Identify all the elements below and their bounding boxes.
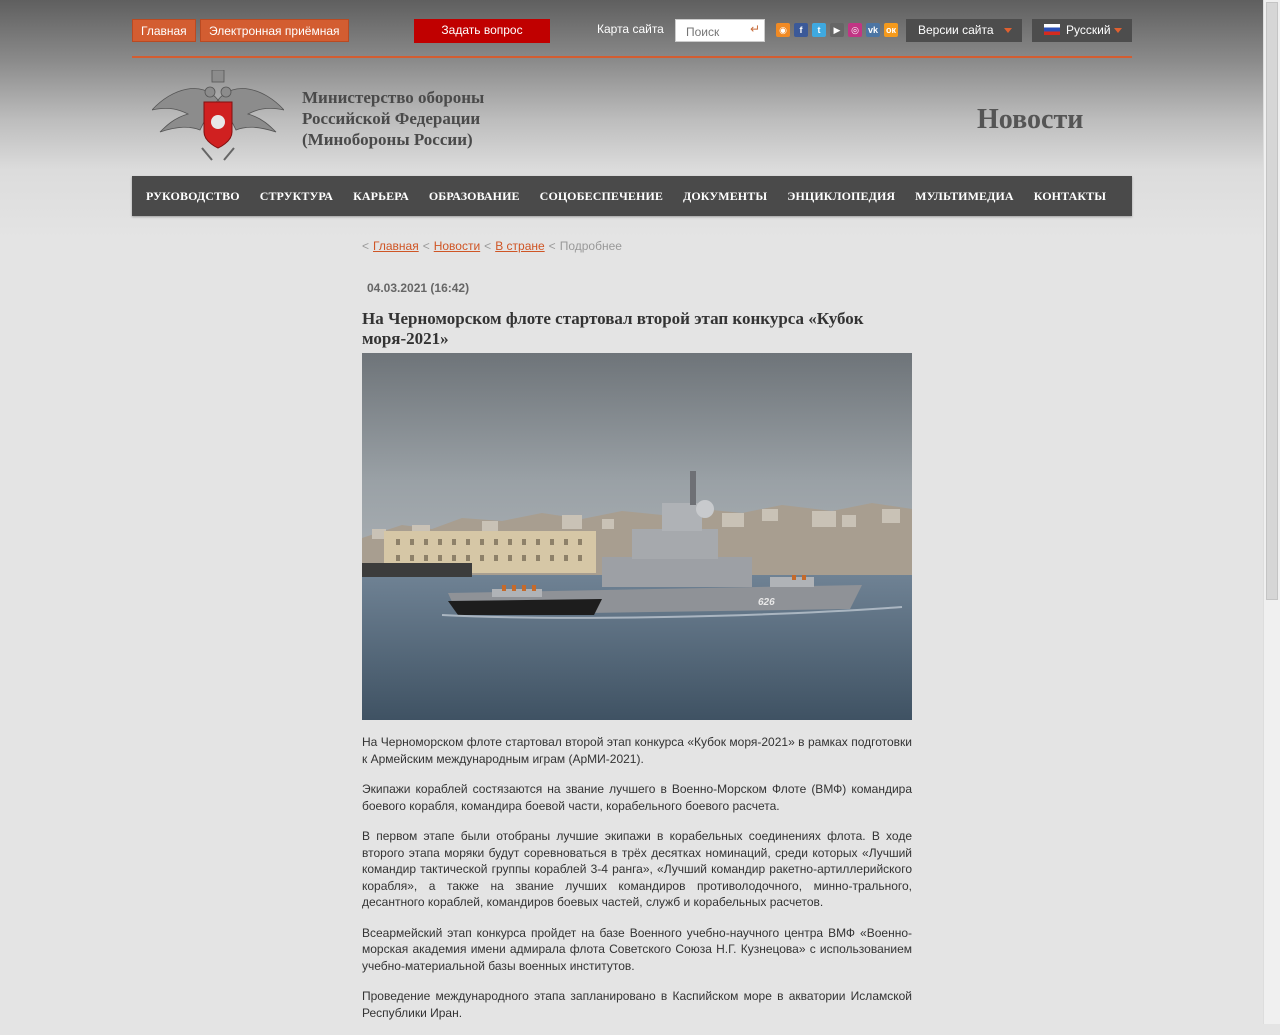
article-paragraph: Проведение международного этапа запланировано в Каспийском море в акватории Исламской Республики Иран.	[362, 989, 912, 1020]
article-photo[interactable]	[362, 353, 912, 720]
nav-item[interactable]: РУКОВОДСТВО	[146, 189, 240, 203]
language-label: Русский	[1066, 23, 1111, 37]
organization-name	[302, 87, 484, 150]
youtube-icon[interactable]: ▶	[830, 23, 844, 37]
article-body	[362, 734, 912, 1035]
sitemap-link[interactable]: Карта сайта	[597, 22, 664, 36]
social-links	[776, 23, 902, 37]
breadcrumb: < Главная < Новости < В стране < Подробнее	[362, 239, 622, 253]
main-nav	[132, 176, 1132, 216]
org-line-1: Министерство обороны	[302, 88, 485, 107]
article-paragraph: Экипажи кораблей состязаются на звание лучшего в Военно-Морском Флоте (ВМФ) командира боевого корабля, командира боевой части, корабельного боевого расчета.	[362, 782, 912, 813]
russian-flag-icon	[1044, 24, 1060, 35]
nav-item[interactable]: ЭНЦИКЛОПЕДИЯ	[787, 189, 896, 203]
odnoklassniki-icon[interactable]: ок	[885, 25, 896, 35]
breadcrumb-country[interactable]: В стране	[495, 239, 545, 253]
article-paragraph: Всеармейский этап конкурса пройдет на базе Военного учебно-научного центра ВМФ «Военно-морская академия имени адмирала флота Советского Союза Н.Г. Кузнецова» с использованием учебно-материальной базы военных институтов.	[362, 925, 912, 973]
breadcrumb-news[interactable]: Новости	[433, 239, 481, 253]
nav-item[interactable]: ДОКУМЕНТЫ	[683, 189, 768, 203]
rss-icon[interactable]: ◉	[776, 23, 790, 37]
breadcrumb-current: Подробнее	[559, 239, 622, 253]
facebook-icon[interactable]: f	[794, 23, 808, 37]
nav-item[interactable]: КАРЬЕРА	[353, 189, 409, 203]
site-versions-label: Версии сайта	[918, 23, 994, 37]
nav-item[interactable]: ОБРАЗОВАНИЕ	[428, 189, 520, 203]
chevron-down-icon	[1004, 28, 1012, 33]
ship-hull-number: 626	[758, 597, 775, 608]
breadcrumb-home[interactable]: Главная	[373, 239, 419, 253]
coat-of-arms-logo[interactable]	[152, 70, 284, 165]
nav-item[interactable]: МУЛЬТИМЕДИА	[915, 189, 1014, 203]
vk-icon[interactable]: vk	[867, 25, 878, 35]
nav-item[interactable]: КОНТАКТЫ	[1033, 189, 1107, 203]
article-date: 04.03.2021 (16:42)	[367, 281, 470, 295]
org-line-3: (Минобороны России)	[302, 130, 473, 149]
vertical-scrollbar[interactable]	[1263, 0, 1280, 1024]
twitter-icon[interactable]: t	[812, 23, 826, 37]
nav-item[interactable]: СТРУКТУРА	[259, 189, 334, 203]
scrollbar-thumb[interactable]	[1266, 2, 1278, 600]
divider	[132, 56, 1132, 58]
language-dropdown[interactable]	[1032, 19, 1132, 42]
article-title: На Черноморском флоте стартовал второй этап конкурса «Кубок моря-2021»	[362, 309, 864, 348]
article-paragraph: На Черноморском флоте стартовал второй этап конкурса «Кубок моря-2021» в рамках подготовки к Армейским международным играм (АрМИ-2021).	[362, 735, 912, 766]
article-paragraph: В первом этапе были отобраны лучшие экипажи в корабельных соединениях флота. В ходе второго этапа моряки будут соревноваться в трёх десятках номинаций, среди которых «Лучший командир тактической группы кораблей 3-4 ранга», «Лучший командир ракетно-артиллерийского корабля», а также на звание лучших командиров противолодочного, минно-трального, десантного кораблей, командиров боевых частей, служб и корабельных расчетов.	[362, 829, 912, 909]
home-button[interactable]: Главная	[132, 19, 196, 42]
nav-item[interactable]: СОЦОБЕСПЕЧЕНИЕ	[539, 189, 664, 203]
org-line-2: Российской Федерации	[302, 109, 481, 128]
chevron-down-icon	[1114, 28, 1122, 33]
search-input[interactable]	[684, 21, 750, 42]
instagram-icon[interactable]: ◎	[848, 23, 862, 37]
reception-button[interactable]: Электронная приёмная	[200, 19, 349, 42]
search-box	[675, 19, 765, 42]
site-versions-dropdown[interactable]	[906, 19, 1022, 42]
enter-arrow-icon[interactable]: ↵	[749, 22, 760, 36]
ask-question-button[interactable]: Задать вопрос	[414, 19, 550, 43]
section-title: Новости	[977, 104, 1084, 135]
